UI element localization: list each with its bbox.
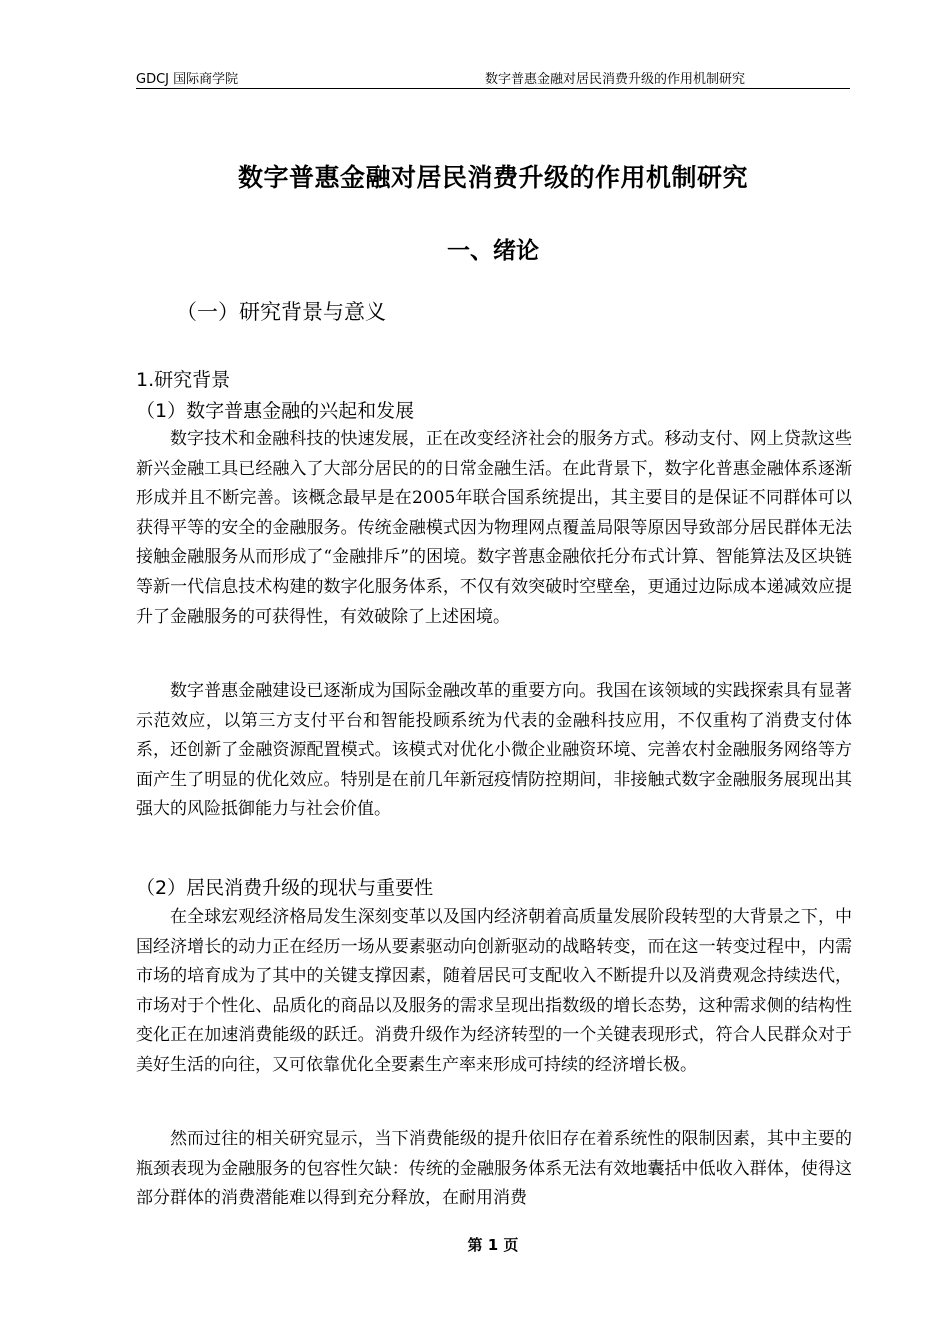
chapter-heading: 一、绪论 bbox=[447, 238, 539, 264]
subsubsection-heading-2: （2）居民消费升级的现状与重要性 bbox=[136, 877, 434, 899]
header-right: 数字普惠金融对居民消费升级的作用机制研究 bbox=[485, 72, 746, 87]
subsection-heading: 1.研究背景 bbox=[136, 369, 231, 391]
page-header bbox=[136, 66, 850, 89]
section-heading: （一）研究背景与意义 bbox=[176, 300, 386, 324]
page-number: 第 1 页 bbox=[467, 1236, 519, 1254]
paragraph: 数字技术和金融科技的快速发展，正在改变经济社会的服务方式。移动支付、网上贷款这些新兴金融工具已经融入了大部分居民的的日常金融生活。在此背景下，数字化普惠金融体系逐渐形成并且不断完善。该概念最早是在2005年联合国系统提出，其主要目的是保证不同群体可以获得平等的安全的金融服务。传统金融模式因为物理网点覆盖局限等原因导致部分居民群体无法接触金融服务从而形成了“金融排斥”的困境。数字普惠金融依托分布式计算、智能算法及区块链等新一代信息技术构建的数字化服务体系，不仅有效突破时空壁垒，更通过边际成本递减效应提升了金融服务的可获得性，有效破除了上述困境。 bbox=[136, 429, 852, 627]
subsubsection-heading-1: （1）数字普惠金融的兴起和发展 bbox=[136, 400, 415, 422]
paper-title: 数字普惠金融对居民消费升级的作用机制研究 bbox=[237, 163, 748, 192]
header-left: GDCJ 国际商学院 bbox=[136, 72, 239, 87]
paragraph: 在全球宏观经济格局发生深刻变革以及国内经济朝着高质量发展阶段转型的大背景之下，中国经济增长的动力正在经历一场从要素驱动向创新驱动的战略转变，而在这一转变过程中，内需市场的培育成为了其中的关键支撑因素，随着居民可支配收入不断提升以及消费观念持续迭代，市场对于个性化、品质化的商品以及服务的需求呈现出指数级的增长态势，这种需求侧的结构性变化正在加速消费能级的跃迁。消费升级作为经济转型的一个关键表现形式，符合人民群众对于美好生活的向往，又可依靠优化全要素生产率来形成可持续的经济增长极。 bbox=[136, 907, 852, 1075]
paragraph: 数字普惠金融建设已逐渐成为国际金融改革的重要方向。我国在该领域的实践探索具有显著示范效应，以第三方支付平台和智能投顾系统为代表的金融科技应用，不仅重构了消费支付体系，还创新了金融资源配置模式。该模式对优化小微企业融资环境、完善农村金融服务网络等方面产生了明显的优化效应。特别是在前几年新冠疫情防控期间，非接触式数字金融服务展现出其强大的风险抵御能力与社会价值。 bbox=[136, 681, 852, 820]
paragraph: 然而过往的相关研究显示，当下消费能级的提升依旧存在着系统性的限制因素，其中主要的瓶颈表现为金融服务的包容性欠缺：传统的金融服务体系无法有效地囊括中低收入群体，使得这部分群体的消费潜能难以得到充分释放，在耐用消费 bbox=[136, 1129, 852, 1209]
